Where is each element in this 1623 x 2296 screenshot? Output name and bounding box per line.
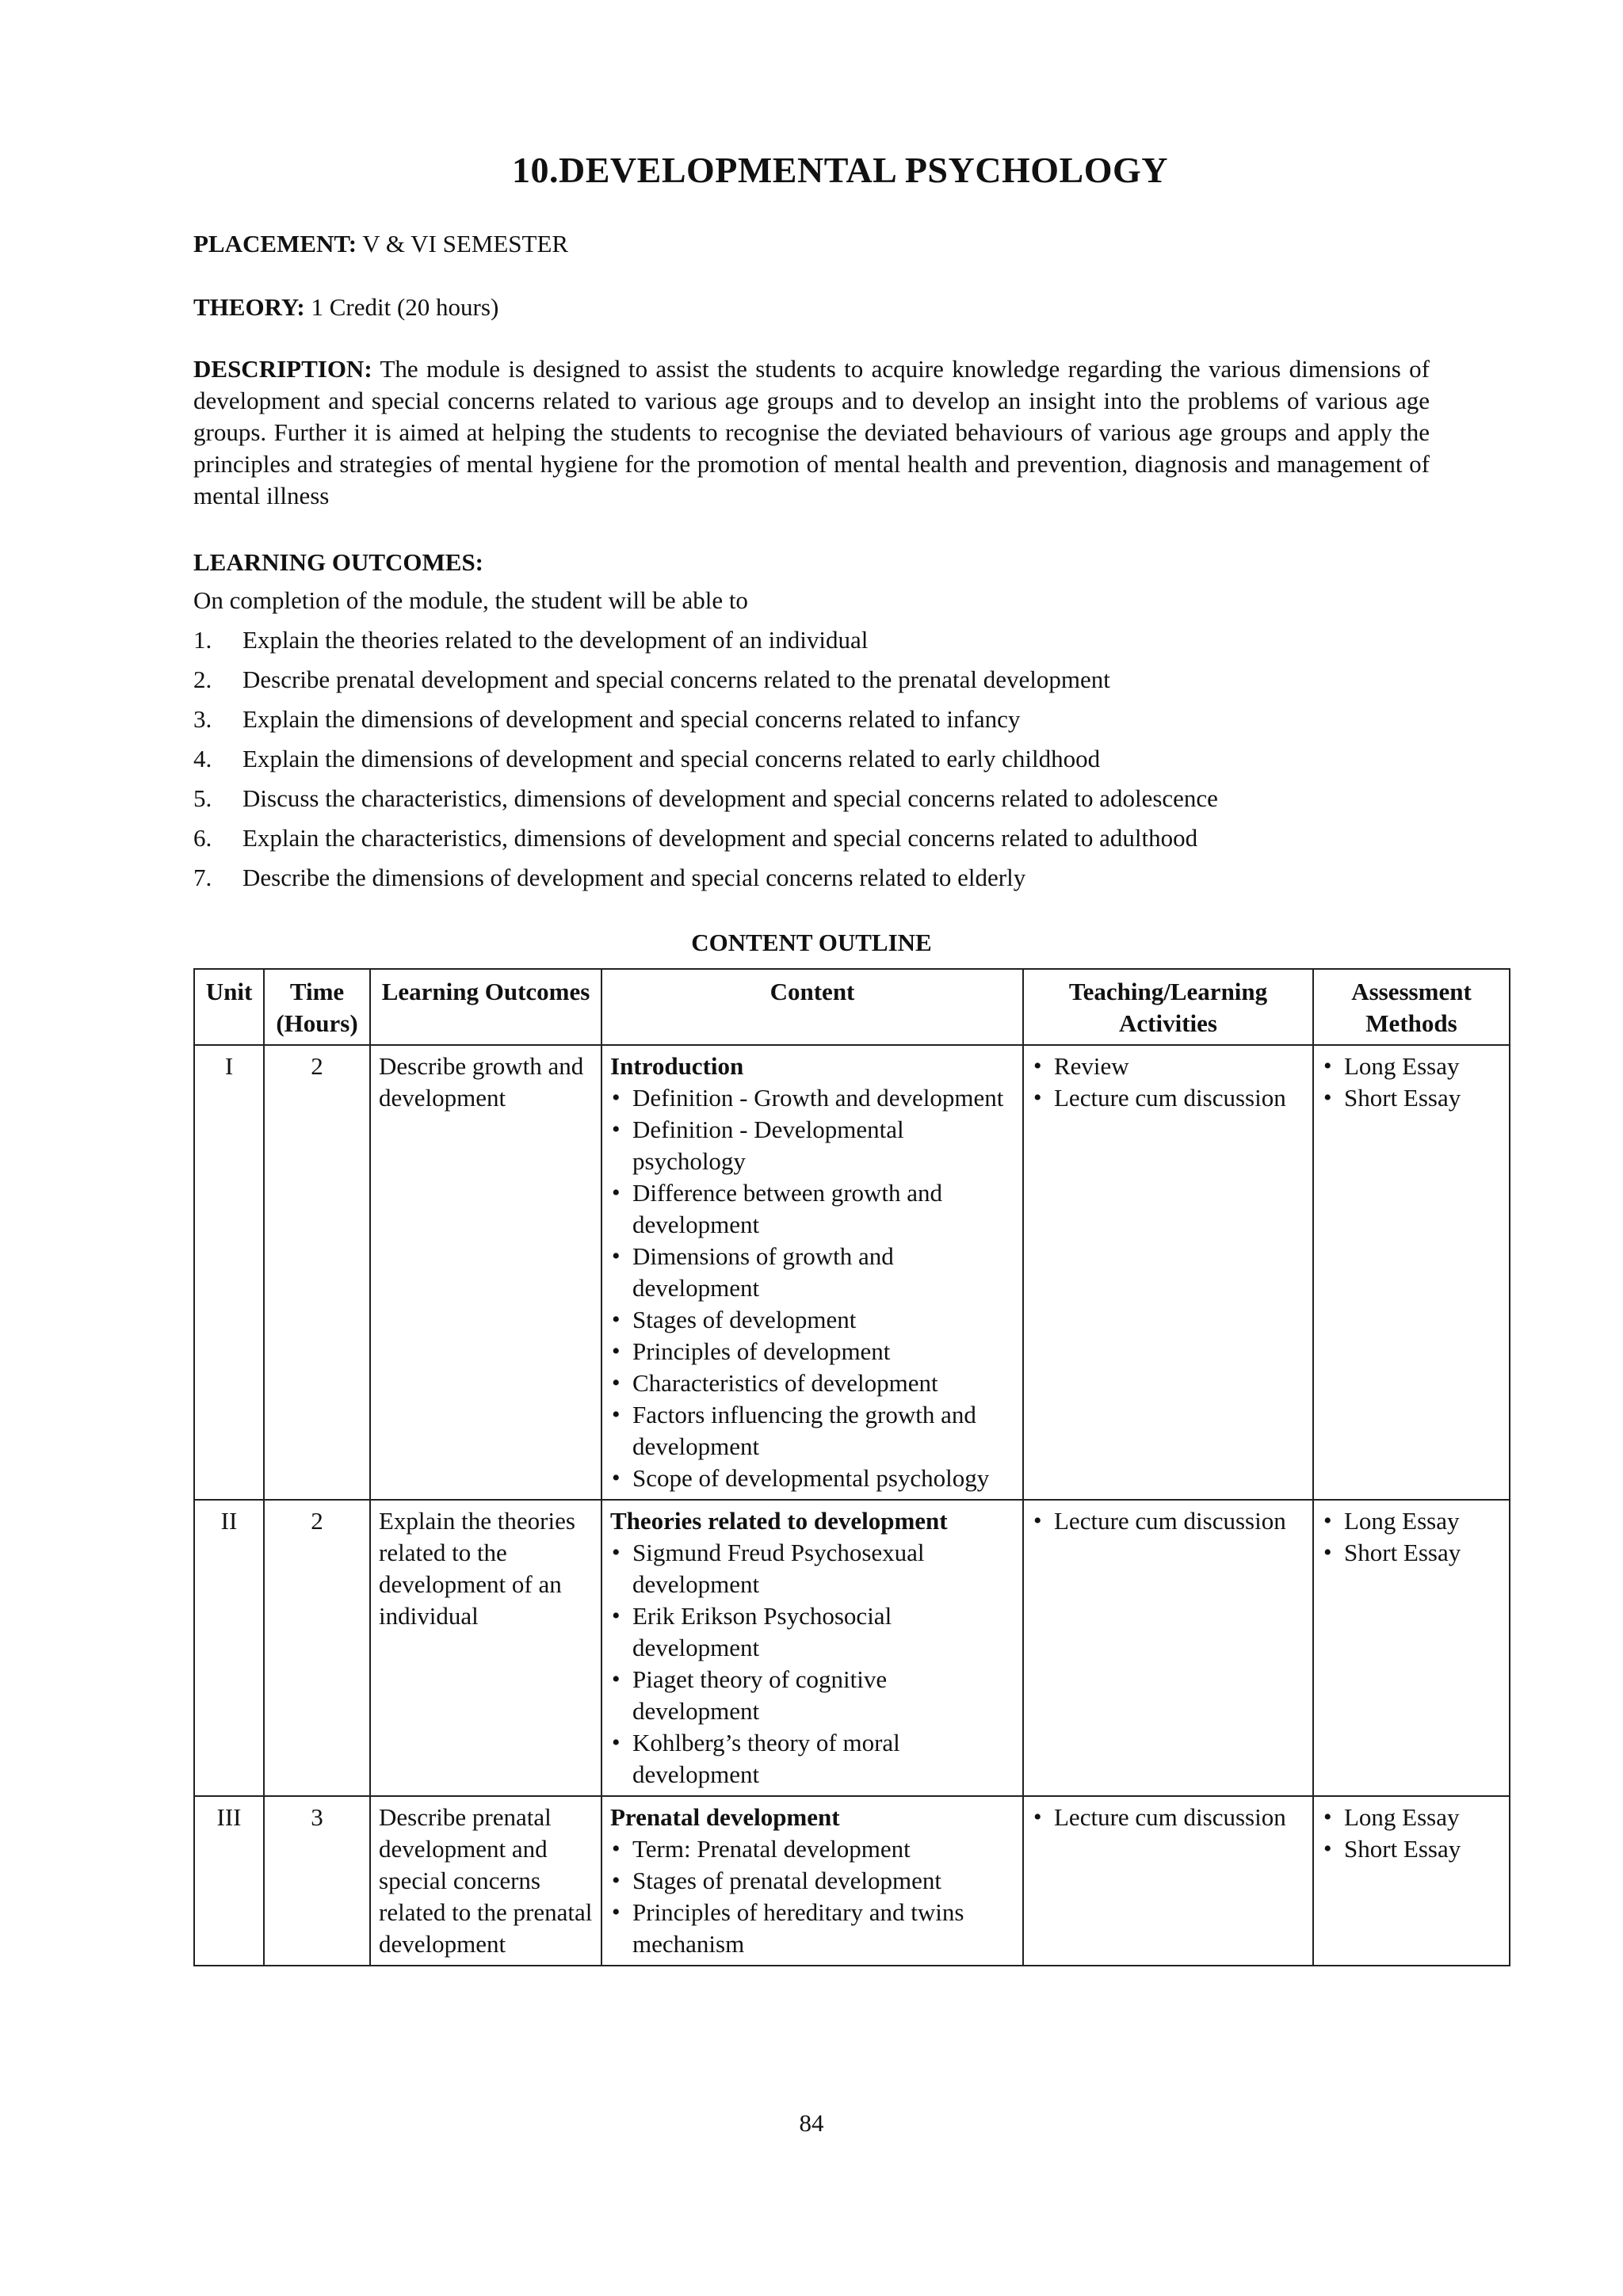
description-paragraph — [193, 353, 1430, 512]
time-cell: 3 — [264, 1796, 370, 1966]
content-heading: Introduction — [610, 1052, 744, 1080]
list-text: Describe prenatal development and special concerns related to the prenatal development — [242, 666, 1110, 693]
list-item — [193, 745, 1461, 784]
list-item: • Long Essay — [1322, 1802, 1501, 1833]
placement-value: V & VI SEMESTER — [357, 230, 569, 257]
content-heading: Prenatal development — [610, 1803, 840, 1831]
list-text: Explain the dimensions of development and special concerns related to early childhood — [242, 745, 1101, 772]
description-text: The module is designed to assist the students to acquire knowledge regarding the various dimensions of development and special concerns related to various age groups and to develop an insight into the problems of various age groups. Further it is aimed at helping the students to recognise the deviated behaviours of various age groups and apply the principles and strategies of mental hygiene for the promotion of mental health and prevention, diagnosis and management of mental illness — [193, 355, 1430, 509]
list-number: 2. — [193, 666, 212, 693]
unit-cell: III — [194, 1796, 264, 1966]
table-row — [194, 1500, 1510, 1796]
list-number: 7. — [193, 864, 212, 891]
unit-cell: I — [194, 1045, 264, 1500]
table-header-row — [194, 969, 1510, 1045]
list-item: • Lecture cum discussion — [1032, 1802, 1304, 1833]
assessment-list — [1322, 1802, 1501, 1865]
assessment-list — [1322, 1505, 1501, 1569]
assessment-cell — [1313, 1796, 1510, 1966]
list-item: • Short Essay — [1322, 1082, 1501, 1114]
content-list — [610, 1537, 1014, 1791]
list-item: • Dimensions of growth and development — [610, 1241, 1014, 1304]
list-number: 6. — [193, 824, 212, 852]
list-item: • Long Essay — [1322, 1051, 1501, 1082]
list-item: • Lecture cum discussion — [1032, 1082, 1304, 1114]
content-cell — [601, 1045, 1023, 1500]
list-item: • Difference between growth and development — [610, 1177, 1014, 1241]
list-text: Explain the theories related to the development of an individual — [242, 626, 869, 654]
assessment-cell — [1313, 1045, 1510, 1500]
content-cell — [601, 1796, 1023, 1966]
list-item: • Factors influencing the growth and development — [610, 1399, 1014, 1463]
list-item: • Definition - Developmental psychology — [610, 1114, 1014, 1177]
theory-label: THEORY: — [193, 293, 305, 321]
outcome-cell: Explain the theories related to the development of an individual — [370, 1500, 601, 1796]
list-item: • Short Essay — [1322, 1833, 1501, 1865]
header-time: Time (Hours) — [264, 969, 370, 1045]
list-item: • Principles of development — [610, 1336, 1014, 1367]
page-number: 84 — [799, 2109, 824, 2137]
content-list — [610, 1833, 1014, 1960]
list-text: Discuss the characteristics, dimensions of development and special concerns related to adolescence — [242, 784, 1218, 812]
activities-list — [1032, 1802, 1304, 1833]
unit-cell: II — [194, 1500, 264, 1796]
list-item — [193, 784, 1461, 824]
time-cell: 2 — [264, 1045, 370, 1500]
list-item: • Principles of hereditary and twins mechanism — [610, 1897, 1014, 1960]
list-item: • Stages of prenatal development — [610, 1865, 1014, 1897]
header-content: Content — [601, 969, 1023, 1045]
list-item — [193, 705, 1461, 745]
activities-cell — [1023, 1500, 1313, 1796]
list-item: • Piaget theory of cognitive development — [610, 1664, 1014, 1727]
list-number: 3. — [193, 705, 212, 733]
list-item: • Sigmund Freud Psychosexual development — [610, 1537, 1014, 1600]
activities-list — [1032, 1505, 1304, 1537]
list-item — [193, 626, 1461, 666]
list-item: • Short Essay — [1322, 1537, 1501, 1569]
table-row — [194, 1796, 1510, 1966]
theory-line — [193, 293, 498, 322]
list-item — [193, 864, 1461, 903]
list-item: • Lecture cum discussion — [1032, 1505, 1304, 1537]
list-item: • Review — [1032, 1051, 1304, 1082]
content-heading: Theories related to development — [610, 1507, 948, 1535]
content-outline-title: CONTENT OUTLINE — [691, 929, 932, 956]
activities-cell — [1023, 1796, 1313, 1966]
header-unit: Unit — [194, 969, 264, 1045]
list-item: • Characteristics of development — [610, 1367, 1014, 1399]
learning-outcomes-intro: On completion of the module, the student will be able to — [193, 586, 748, 614]
list-item — [193, 824, 1461, 864]
learning-outcomes-heading: LEARNING OUTCOMES: — [193, 548, 484, 576]
placement-line — [193, 230, 568, 258]
description-label: DESCRIPTION: — [193, 355, 372, 383]
list-number: 1. — [193, 626, 212, 654]
assessment-cell — [1313, 1500, 1510, 1796]
list-number: 4. — [193, 745, 212, 772]
outcome-cell: Describe prenatal development and special concerns related to the prenatal development — [370, 1796, 601, 1966]
table-row — [194, 1045, 1510, 1500]
placement-label: PLACEMENT: — [193, 230, 357, 257]
activities-list — [1032, 1051, 1304, 1114]
list-item: • Definition - Growth and development — [610, 1082, 1014, 1114]
list-item: • Stages of development — [610, 1304, 1014, 1336]
header-assessment: Assessment Methods — [1313, 969, 1510, 1045]
list-item: • Scope of developmental psychology — [610, 1463, 1014, 1494]
page-title: 10.DEVELOPMENTAL PSYCHOLOGY — [512, 150, 1168, 190]
content-cell — [601, 1500, 1023, 1796]
activities-cell — [1023, 1045, 1313, 1500]
list-item: • Erik Erikson Psychosocial development — [610, 1600, 1014, 1664]
list-text: Explain the dimensions of development and special concerns related to infancy — [242, 705, 1021, 733]
list-item: • Term: Prenatal development — [610, 1833, 1014, 1865]
outcome-cell: Describe growth and development — [370, 1045, 601, 1500]
list-text: Explain the characteristics, dimensions of development and special concerns related to adulthood — [242, 824, 1198, 852]
learning-outcomes-list — [193, 626, 1461, 903]
theory-value: 1 Credit (20 hours) — [304, 293, 499, 321]
list-item: • Long Essay — [1322, 1505, 1501, 1537]
assessment-list — [1322, 1051, 1501, 1114]
list-number: 5. — [193, 784, 212, 812]
header-activities: Teaching/Learning Activities — [1023, 969, 1313, 1045]
list-item: • Kohlberg’s theory of moral development — [610, 1727, 1014, 1791]
content-outline-table — [193, 968, 1510, 1966]
list-text: Describe the dimensions of development and special concerns related to elderly — [242, 864, 1026, 891]
header-learning-outcomes: Learning Outcomes — [370, 969, 601, 1045]
content-list — [610, 1082, 1014, 1494]
list-item — [193, 666, 1461, 705]
time-cell: 2 — [264, 1500, 370, 1796]
